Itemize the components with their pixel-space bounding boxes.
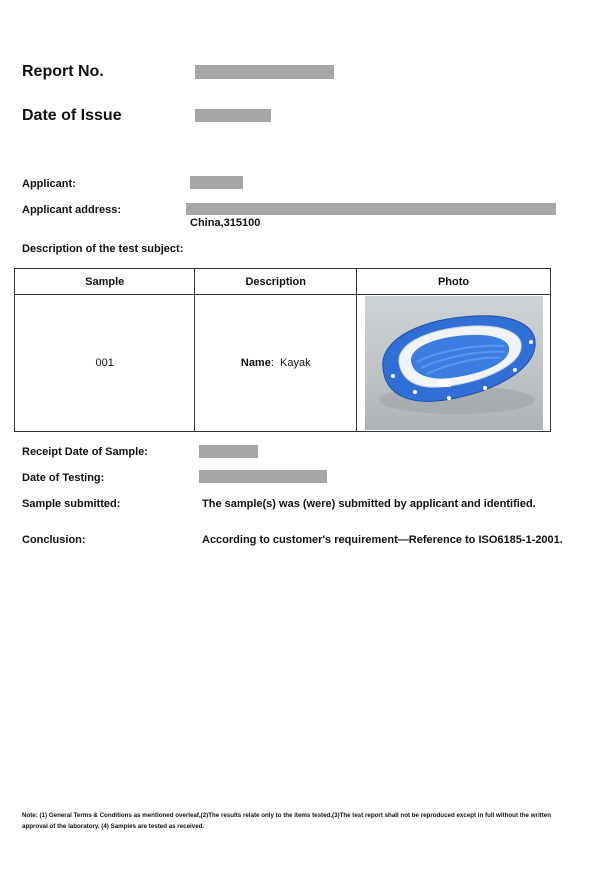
applicant-address-redacted: [186, 203, 556, 215]
applicant-label: Applicant:: [22, 178, 76, 190]
receipt-date-redacted: [199, 445, 258, 458]
applicant-address-visible: China,315100: [190, 217, 261, 229]
test-subject-label: Description of the test subject:: [22, 243, 184, 255]
test-subject-table: [14, 268, 551, 432]
date-of-issue-label: Date of Issue: [22, 107, 122, 124]
name-value: Kayak: [280, 357, 311, 369]
testing-date-label: Date of Testing:: [22, 472, 105, 484]
table-row: [15, 295, 551, 432]
kayak-photo: [365, 296, 543, 430]
kayak-illustration: [365, 296, 543, 430]
sample-id: 001: [15, 295, 195, 432]
date-of-issue-redacted: [195, 109, 271, 122]
report-no-redacted: [195, 65, 334, 79]
sample-description: [195, 295, 357, 432]
sample-photo-cell: [357, 295, 551, 432]
table-header-row: [15, 269, 551, 295]
conclusion-value: According to customer's requirement—Reference to ISO6185-1-2001.: [202, 534, 563, 546]
header-description: Description: [195, 269, 357, 295]
testing-date-redacted: [199, 470, 327, 483]
name-key: Name: [240, 357, 271, 369]
footer-note: Note: (1) General Terms & Conditions as mentioned overleaf,(2)The results relate only to the items tested,(3)The test report shall not be reproduced except in full without the written approval of the laboratory. (4) Samples are tested as received.: [22, 812, 552, 830]
applicant-redacted: [190, 176, 243, 189]
receipt-date-label: Receipt Date of Sample:: [22, 446, 148, 458]
sample-submitted-label: Sample submitted:: [22, 498, 121, 510]
sample-submitted-value: The sample(s) was (were) submitted by applicant and identified.: [202, 498, 536, 510]
report-no-label: Report No.: [22, 63, 104, 80]
applicant-address-label: Applicant address:: [22, 204, 122, 216]
conclusion-label: Conclusion:: [22, 534, 86, 546]
name-colon: :: [270, 357, 281, 369]
header-sample: Sample: [15, 269, 195, 295]
header-photo: Photo: [357, 269, 551, 295]
